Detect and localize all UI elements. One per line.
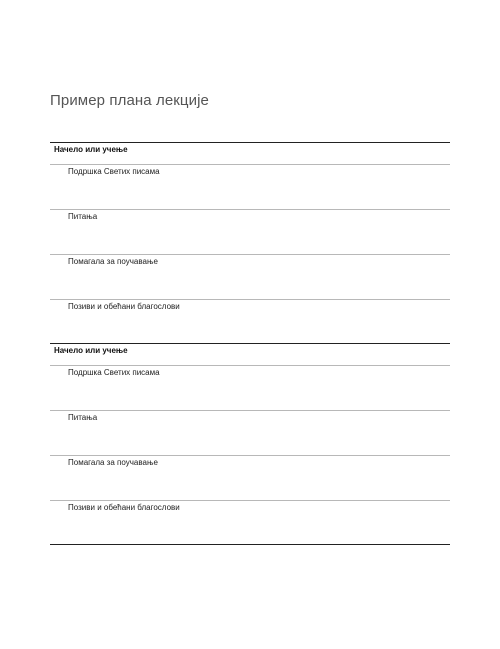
page-title: Пример плана лекције xyxy=(50,92,209,109)
section-bottom-rule xyxy=(50,544,450,545)
section-divider xyxy=(50,164,450,165)
section-top-rule xyxy=(50,343,450,344)
section-heading: Начело или учење xyxy=(54,346,128,355)
row-divider xyxy=(50,410,450,411)
row-label-invitations-blessings: Позиви и обећани благослови xyxy=(68,302,180,311)
row-divider xyxy=(50,254,450,255)
row-divider xyxy=(50,209,450,210)
row-label-questions: Питања xyxy=(68,212,98,221)
section-top-rule xyxy=(50,142,450,143)
row-divider xyxy=(50,455,450,456)
section-divider xyxy=(50,365,450,366)
row-label-teaching-aids: Помагала за поучавање xyxy=(68,257,158,266)
row-label-invitations-blessings: Позиви и обећани благослови xyxy=(68,503,180,512)
row-label-scripture-support: Подршка Светих писама xyxy=(68,167,160,176)
row-divider xyxy=(50,500,450,501)
row-label-scripture-support: Подршка Светих писама xyxy=(68,368,160,377)
row-label-questions: Питања xyxy=(68,413,98,422)
row-divider xyxy=(50,299,450,300)
row-label-teaching-aids: Помагала за поучавање xyxy=(68,458,158,467)
section-heading: Начело или учење xyxy=(54,145,128,154)
